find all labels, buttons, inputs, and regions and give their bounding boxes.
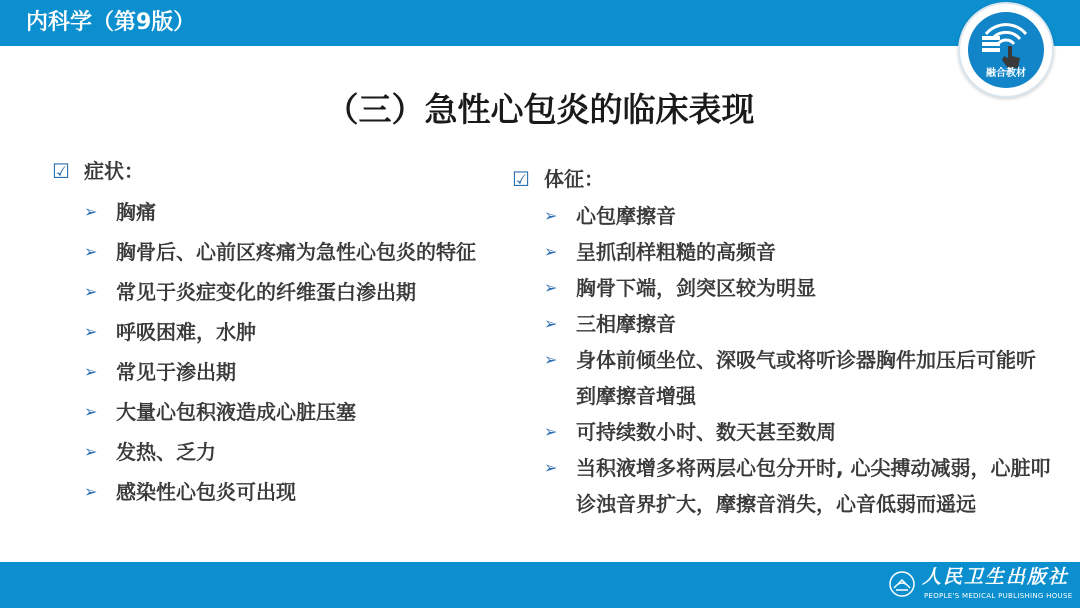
list-item-text: 大量心包积液造成心脏压塞 xyxy=(116,400,356,424)
publisher-logo-icon xyxy=(888,570,916,598)
signs-column xyxy=(512,164,1052,522)
list-item xyxy=(52,392,482,432)
list-item-text: 三相摩擦音 xyxy=(576,312,676,336)
list-item-text: 常见于渗出期 xyxy=(116,360,236,384)
arrow-bullet-icon: ➢ xyxy=(544,314,558,333)
badge-label: 融合教材 xyxy=(986,68,1026,79)
symptoms-column xyxy=(52,156,482,512)
list-item-text: 发热、乏力 xyxy=(116,440,216,464)
arrow-bullet-icon: ➢ xyxy=(544,422,558,441)
signs-heading xyxy=(512,164,1052,194)
list-item-text: 身体前倾坐位、深吸气或将听诊器胸件加压后可能听到摩擦音增强 xyxy=(576,348,1036,408)
signs-heading-label: 体征： xyxy=(544,167,604,191)
list-item xyxy=(52,192,482,232)
publisher-name-cn: 人民卫生出版社 xyxy=(922,566,1070,588)
arrow-bullet-icon: ➢ xyxy=(84,322,98,341)
arrow-bullet-icon: ➢ xyxy=(84,442,98,461)
list-item xyxy=(512,414,1052,450)
list-item xyxy=(52,232,482,272)
checkbox-icon: ☑ xyxy=(512,167,530,191)
arrow-bullet-icon: ➢ xyxy=(84,242,98,261)
list-item xyxy=(52,272,482,312)
arrow-bullet-icon: ➢ xyxy=(84,482,98,501)
bottom-bar xyxy=(0,562,1080,608)
arrow-bullet-icon: ➢ xyxy=(84,202,98,221)
symptoms-list xyxy=(52,192,482,512)
list-item xyxy=(512,198,1052,234)
list-item xyxy=(512,270,1052,306)
list-item-text: 胸骨后、心前区疼痛为急性心包炎的特征 xyxy=(116,240,476,264)
arrow-bullet-icon: ➢ xyxy=(544,242,558,261)
arrow-bullet-icon: ➢ xyxy=(544,206,558,225)
list-item xyxy=(52,312,482,352)
symptoms-heading xyxy=(52,156,482,186)
list-item-text: 可持续数小时、数天甚至数周 xyxy=(576,420,836,444)
list-item-text: 当积液增多将两层心包分开时, 心尖搏动减弱，心脏叩诊浊音界扩大，摩擦音消失，心音低弱而遥远 xyxy=(576,456,1051,516)
arrow-bullet-icon: ➢ xyxy=(84,402,98,421)
list-item-text: 心包摩擦音 xyxy=(576,204,676,228)
list-item-text: 胸骨下端，剑突区较为明显 xyxy=(576,276,816,300)
list-item xyxy=(512,342,1052,414)
list-item xyxy=(512,306,1052,342)
list-item-text: 呼吸困难，水肿 xyxy=(116,320,256,344)
arrow-bullet-icon: ➢ xyxy=(544,278,558,297)
top-bar xyxy=(0,0,1080,46)
signs-list xyxy=(512,198,1052,522)
badge-circle xyxy=(968,12,1044,88)
list-item xyxy=(52,352,482,392)
checkbox-icon: ☑ xyxy=(52,159,70,183)
arrow-bullet-icon: ➢ xyxy=(544,458,558,477)
arrow-bullet-icon: ➢ xyxy=(544,350,558,369)
book-title: 内科学（第9版） xyxy=(26,10,196,35)
list-item-text: 胸痛 xyxy=(116,200,156,224)
list-item xyxy=(512,450,1052,522)
arrow-bullet-icon: ➢ xyxy=(84,362,98,381)
publisher-name-en: PEOPLE'S MEDICAL PUBLISHING HOUSE xyxy=(924,592,1073,600)
symptoms-heading-label: 症状： xyxy=(84,159,144,183)
list-item-text: 常见于炎症变化的纤维蛋白渗出期 xyxy=(116,280,416,304)
list-item xyxy=(52,472,482,512)
list-item xyxy=(512,234,1052,270)
list-item-text: 呈抓刮样粗糙的高频音 xyxy=(576,240,776,264)
arrow-bullet-icon: ➢ xyxy=(84,282,98,301)
fusion-textbook-badge xyxy=(958,2,1054,98)
list-item xyxy=(52,432,482,472)
list-item-text: 感染性心包炎可出现 xyxy=(116,480,296,504)
slide-title: （三）急性心包炎的临床表现 xyxy=(325,90,755,129)
